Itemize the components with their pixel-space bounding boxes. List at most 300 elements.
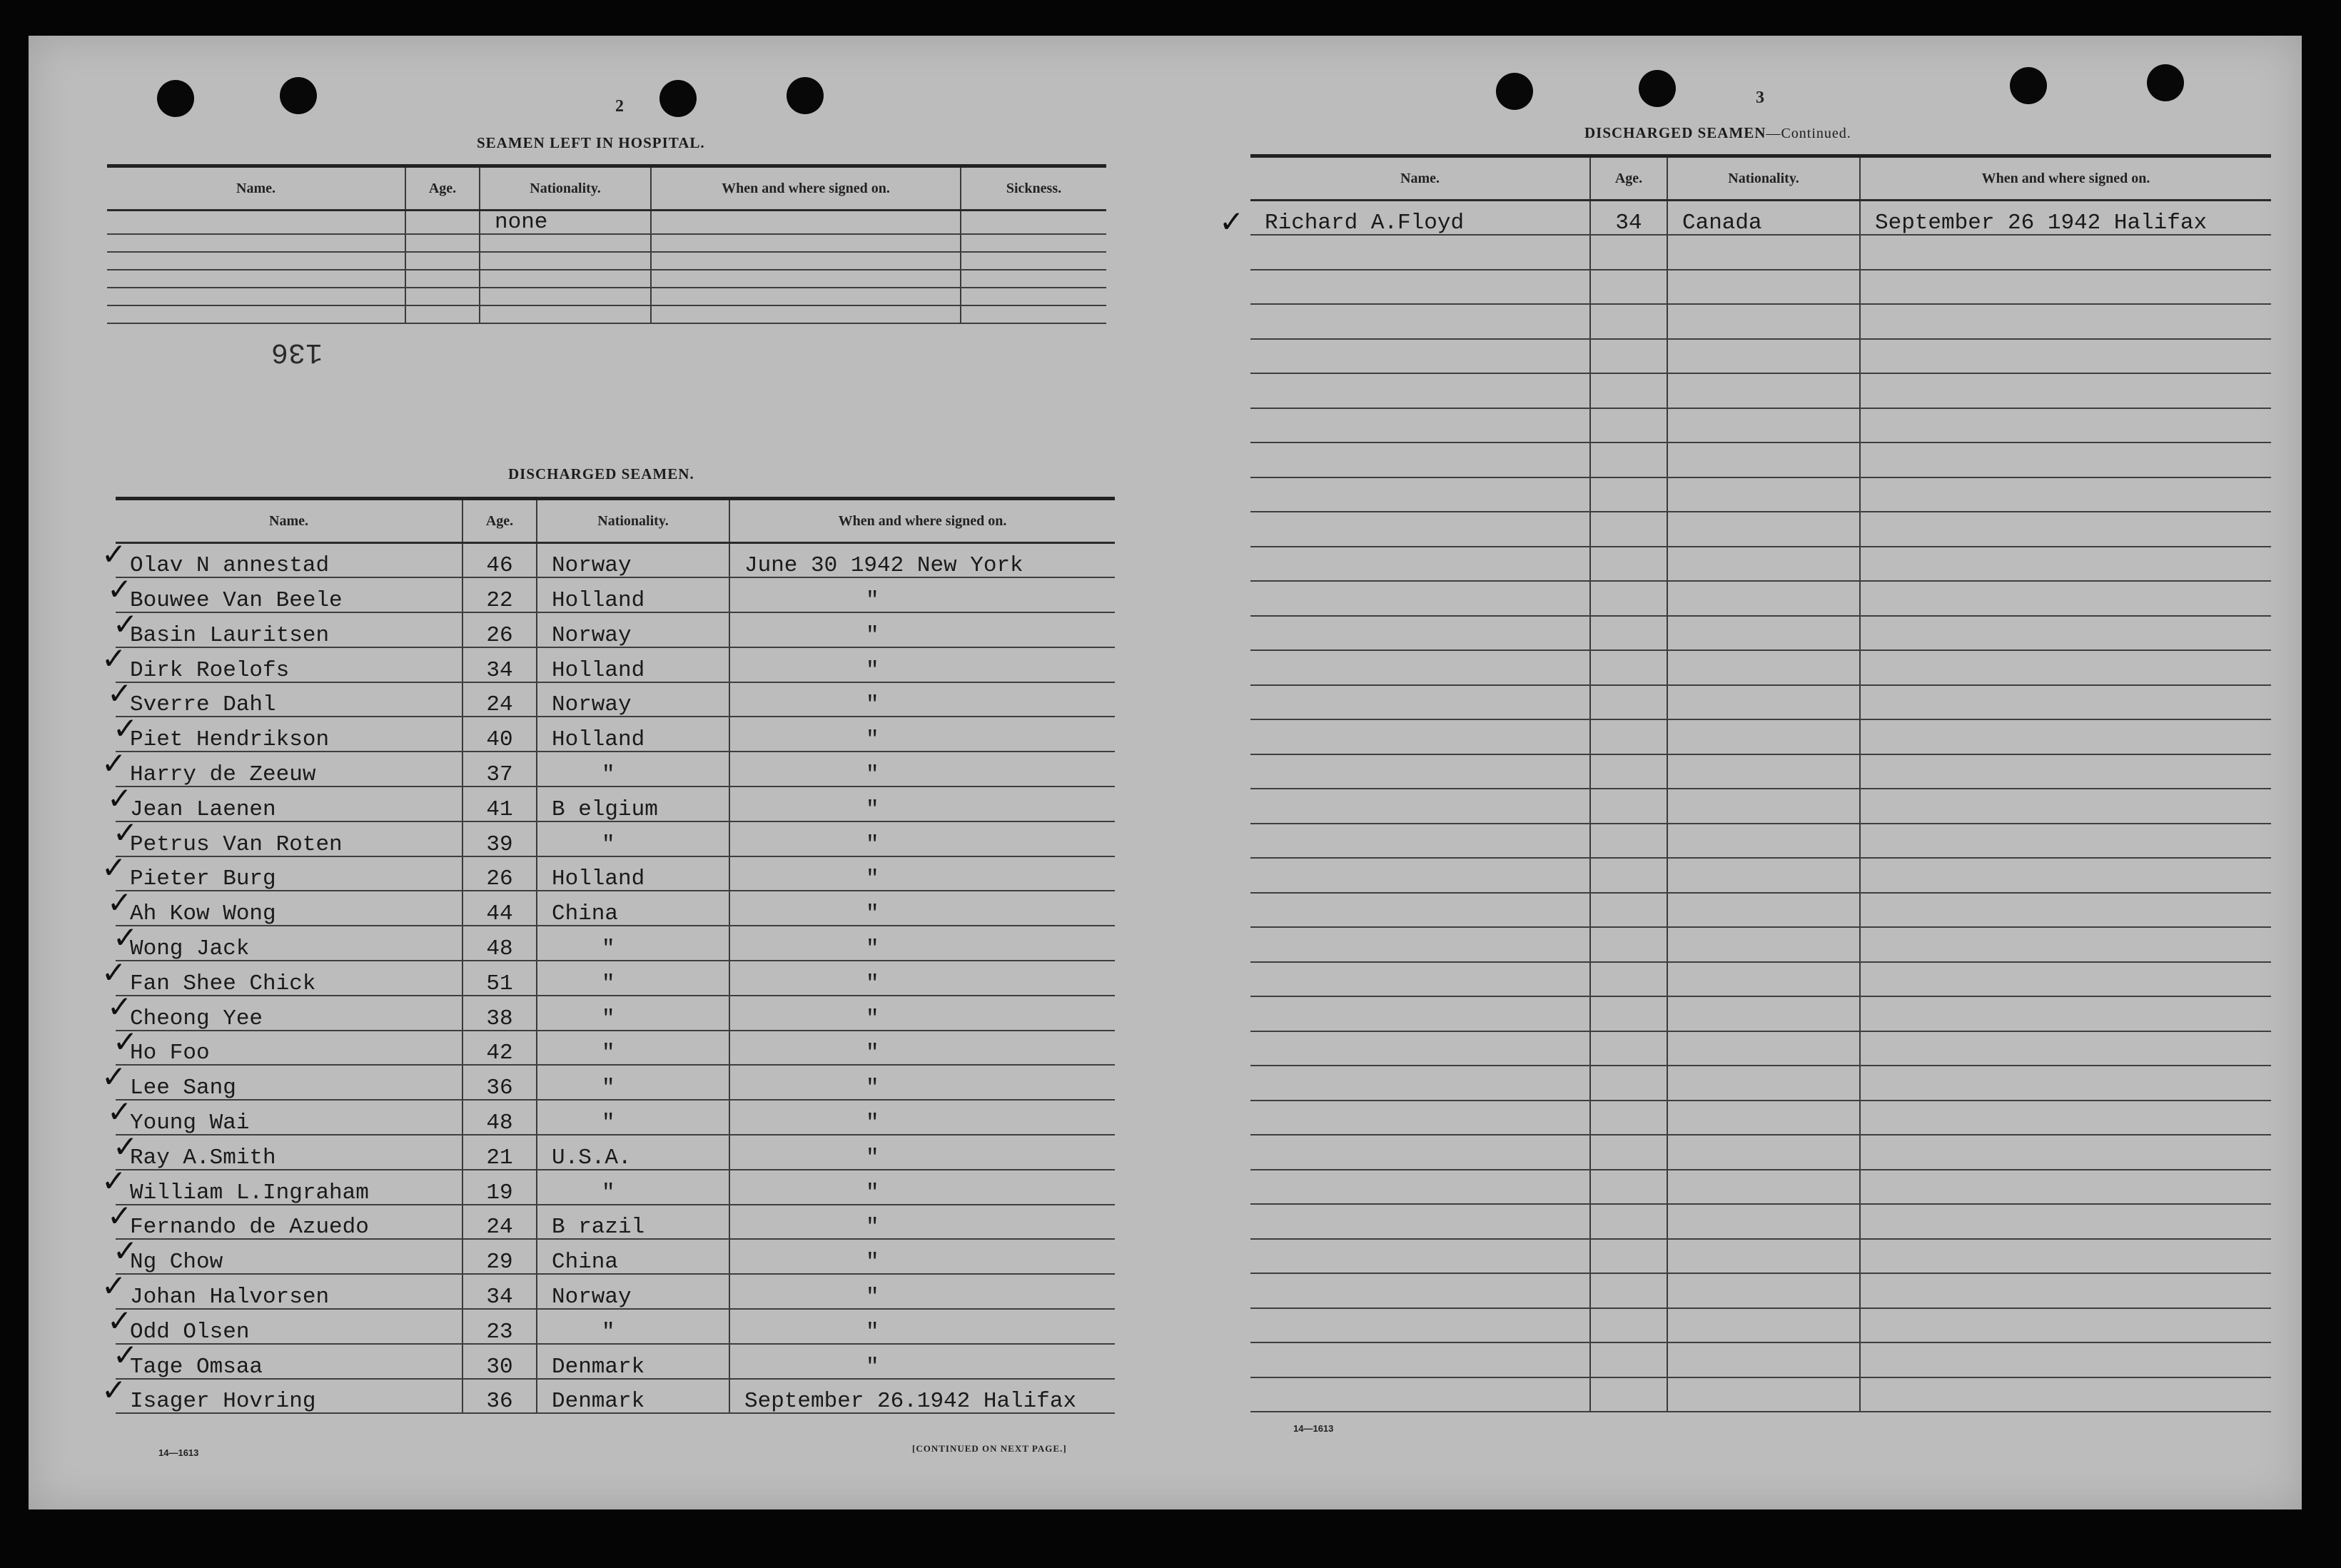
- cell-name: [1250, 1342, 1590, 1377]
- cell-age: 39: [462, 821, 537, 856]
- cell-age: 36: [462, 1379, 537, 1414]
- cell-nationality: Norway: [537, 682, 729, 717]
- cell-nationality: [1667, 824, 1860, 859]
- cell-sickness: [961, 211, 1106, 235]
- table-row: [116, 647, 1115, 682]
- cell-age: 34: [462, 647, 537, 682]
- cell-age: [1590, 996, 1667, 1031]
- cell-name: [1250, 1066, 1590, 1101]
- table-row: [1250, 1101, 2271, 1135]
- cell-signed-on: [1860, 824, 2271, 859]
- table-row: [116, 1309, 1115, 1344]
- cell-age: [1590, 650, 1667, 685]
- cell-nationality: China: [537, 891, 729, 926]
- check-mark-icon: ✓: [107, 1303, 133, 1338]
- cell-name: Johan Halvorsen: [116, 1274, 462, 1309]
- table-row: [1250, 304, 2271, 339]
- cell-signed-on: [1860, 373, 2271, 408]
- cell-signed-on: [1860, 754, 2271, 789]
- cell-name: Richard A.Floyd: [1250, 201, 1590, 236]
- cell-age: [1590, 616, 1667, 651]
- cell-age: 19: [462, 1170, 537, 1205]
- page-number-left: 2: [615, 97, 624, 116]
- table-row: [1250, 789, 2271, 824]
- cell-nationality: [1667, 1066, 1860, 1101]
- cell-age: 22: [462, 577, 537, 612]
- cell-nationality: [1667, 339, 1860, 374]
- table-row: [1250, 1204, 2271, 1239]
- column-header-nationality: Nationality.: [1667, 156, 1860, 201]
- cell-signed-on: ": [729, 856, 1115, 891]
- cell-name: Pieter Burg: [116, 856, 462, 891]
- cell-signed-on: [1860, 442, 2271, 477]
- table-row: [116, 717, 1115, 752]
- check-mark-icon: ✓: [101, 1372, 127, 1408]
- check-mark-icon: ✓: [113, 919, 138, 955]
- table-row: [116, 577, 1115, 612]
- punch-hole: [2010, 67, 2047, 104]
- cell-nationality: [480, 288, 651, 305]
- cell-signed-on: ": [729, 1065, 1115, 1100]
- cell-name: [107, 305, 405, 323]
- cell-age: [1590, 1308, 1667, 1343]
- punch-hole: [1639, 70, 1676, 107]
- cell-name: [1250, 477, 1590, 512]
- table-row: [107, 234, 1106, 252]
- table-row: [116, 891, 1115, 926]
- cell-name: [1250, 927, 1590, 962]
- cell-signed-on: [1860, 408, 2271, 443]
- column-header-name: Name.: [1250, 156, 1590, 201]
- check-mark-icon: ✓: [101, 641, 127, 677]
- cell-name: Ah Kow Wong: [116, 891, 462, 926]
- table-row: [116, 996, 1115, 1031]
- column-header-nationality: Nationality.: [480, 166, 651, 211]
- table-row: [116, 752, 1115, 786]
- cell-age: 48: [462, 926, 537, 961]
- hospital-table: [107, 164, 1106, 324]
- cell-age: 26: [462, 612, 537, 647]
- cell-signed-on: [651, 211, 961, 235]
- discharged-section-title: DISCHARGED SEAMEN.: [508, 465, 694, 482]
- table-row: [1250, 824, 2271, 859]
- table-row: [1250, 1273, 2271, 1308]
- cell-age: [1590, 547, 1667, 582]
- cell-signed-on: [1860, 1101, 2271, 1135]
- column-header-signed-on: When and where signed on.: [651, 166, 961, 211]
- cell-nationality: [1667, 408, 1860, 443]
- cell-nationality: Norway: [537, 612, 729, 647]
- table-row: [1250, 373, 2271, 408]
- cell-name: [1250, 1170, 1590, 1205]
- cell-signed-on: [1860, 1066, 2271, 1101]
- cell-name: Lee Sang: [116, 1065, 462, 1100]
- table-row: [1250, 547, 2271, 582]
- cell-nationality: B razil: [537, 1205, 729, 1240]
- table-row: [1250, 893, 2271, 928]
- cell-signed-on: ": [729, 682, 1115, 717]
- cell-age: [1590, 1101, 1667, 1135]
- table-row: [116, 1379, 1115, 1414]
- cell-nationality: ": [537, 752, 729, 786]
- table-row: [116, 961, 1115, 996]
- cell-signed-on: [1860, 1031, 2271, 1066]
- cell-signed-on: [1860, 616, 2271, 651]
- cell-age: 48: [462, 1100, 537, 1135]
- cell-age: [1590, 893, 1667, 928]
- cell-nationality: [1667, 1031, 1860, 1066]
- cell-nationality: [1667, 1308, 1860, 1343]
- cell-age: 24: [462, 1205, 537, 1240]
- cell-age: [1590, 235, 1667, 270]
- cell-age: [1590, 719, 1667, 754]
- cell-age: [1590, 477, 1667, 512]
- table-row: [1250, 996, 2271, 1031]
- cell-nationality: [1667, 1273, 1860, 1308]
- cell-signed-on: [1860, 927, 2271, 962]
- cell-signed-on: ": [729, 577, 1115, 612]
- cell-signed-on: ": [729, 996, 1115, 1031]
- cell-sickness: [961, 234, 1106, 252]
- cell-signed-on: [1860, 650, 2271, 685]
- cell-nationality: [1667, 858, 1860, 893]
- cell-nationality: Norway: [537, 1274, 729, 1309]
- check-mark-icon: ✓: [107, 989, 133, 1025]
- cell-signed-on: [1860, 1273, 2271, 1308]
- cell-name: Tage Omsaa: [116, 1344, 462, 1379]
- cell-age: [1590, 927, 1667, 962]
- cell-signed-on: ": [729, 926, 1115, 961]
- table-row: [1250, 235, 2271, 270]
- cell-name: [1250, 373, 1590, 408]
- cell-signed-on: ": [729, 786, 1115, 821]
- cell-age: [1590, 1342, 1667, 1377]
- cell-nationality: [1667, 927, 1860, 962]
- cell-name: Bouwee Van Beele: [116, 577, 462, 612]
- cell-signed-on: ": [729, 821, 1115, 856]
- cell-name: [1250, 1273, 1590, 1308]
- cell-age: 30: [462, 1344, 537, 1379]
- cell-nationality: [1667, 581, 1860, 616]
- page-number-right: 3: [1756, 88, 1764, 107]
- cell-age: [1590, 824, 1667, 859]
- check-mark-icon: ✓: [113, 606, 138, 642]
- cell-signed-on: [1860, 858, 2271, 893]
- check-mark-icon: ✓: [101, 745, 127, 781]
- cell-name: [1250, 719, 1590, 754]
- cell-name: [1250, 754, 1590, 789]
- cell-nationality: [1667, 1377, 1860, 1412]
- table-row: [1250, 1135, 2271, 1170]
- form-code-left: 14—1613: [158, 1447, 199, 1458]
- cell-name: [1250, 1308, 1590, 1343]
- cell-name: Isager Hovring: [116, 1379, 462, 1414]
- cell-nationality: [1667, 512, 1860, 547]
- cell-name: [1250, 616, 1590, 651]
- cell-age: [1590, 1377, 1667, 1412]
- stamp-number: 136: [271, 335, 323, 368]
- cell-signed-on: September 26 1942 Halifax: [1860, 201, 2271, 236]
- cell-age: [1590, 270, 1667, 305]
- discharged-header-row: [116, 499, 1115, 543]
- cell-signed-on: [1860, 512, 2271, 547]
- check-mark-icon: ✓: [113, 1024, 138, 1060]
- table-row: [1250, 201, 2271, 236]
- cell-age: 26: [462, 856, 537, 891]
- cell-age: [1590, 1031, 1667, 1066]
- cell-nationality: [1667, 477, 1860, 512]
- table-row: [1250, 858, 2271, 893]
- check-mark-icon: ✓: [107, 571, 133, 607]
- cell-nationality: [1667, 719, 1860, 754]
- table-row: [116, 543, 1115, 578]
- table-row: [1250, 754, 2271, 789]
- table-row: [1250, 685, 2271, 720]
- table-row: [116, 1344, 1115, 1379]
- cell-signed-on: [1860, 1170, 2271, 1205]
- punch-hole: [787, 77, 824, 114]
- cell-name: Young Wai: [116, 1100, 462, 1135]
- form-code-right: 14—1613: [1293, 1423, 1334, 1434]
- cell-signed-on: [1860, 996, 2271, 1031]
- cell-name: [1250, 1135, 1590, 1170]
- cell-nationality: [1667, 1170, 1860, 1205]
- cell-name: [1250, 304, 1590, 339]
- cell-age: 23: [462, 1309, 537, 1344]
- cell-signed-on: ": [729, 1170, 1115, 1205]
- cell-name: Basin Lauritsen: [116, 612, 462, 647]
- cell-signed-on: June 30 1942 New York: [729, 543, 1115, 578]
- cell-name: Petrus Van Roten: [116, 821, 462, 856]
- cell-age: [1590, 1135, 1667, 1170]
- table-row: [1250, 442, 2271, 477]
- cell-signed-on: [1860, 685, 2271, 720]
- cell-signed-on: ": [729, 1309, 1115, 1344]
- cell-nationality: [1667, 1239, 1860, 1274]
- check-mark-icon: ✓: [113, 1128, 138, 1164]
- table-row: [1250, 1031, 2271, 1066]
- right-section-title-main: DISCHARGED SEAMEN: [1584, 124, 1766, 141]
- cell-age: 36: [462, 1065, 537, 1100]
- table-row: [107, 288, 1106, 305]
- cell-age: 37: [462, 752, 537, 786]
- cell-nationality: ": [537, 996, 729, 1031]
- cell-name: Dirk Roelofs: [116, 647, 462, 682]
- cell-name: William L.Ingraham: [116, 1170, 462, 1205]
- cell-age: [1590, 1204, 1667, 1239]
- cell-name: [1250, 442, 1590, 477]
- cell-signed-on: [651, 252, 961, 270]
- table-row: [1250, 581, 2271, 616]
- cell-age: 40: [462, 717, 537, 752]
- cell-nationality: [1667, 1135, 1860, 1170]
- table-row: [107, 252, 1106, 270]
- cell-age: 29: [462, 1239, 537, 1274]
- cell-signed-on: [1860, 477, 2271, 512]
- cell-signed-on: September 26.1942 Halifax: [729, 1379, 1115, 1414]
- cell-signed-on: [1860, 235, 2271, 270]
- cell-nationality: Holland: [537, 577, 729, 612]
- cell-nationality: [480, 234, 651, 252]
- cell-nationality: ": [537, 961, 729, 996]
- table-row: [1250, 719, 2271, 754]
- cell-nationality: [480, 270, 651, 288]
- hospital-section-title: SEAMEN LEFT IN HOSPITAL.: [477, 134, 705, 151]
- table-row: [116, 1205, 1115, 1240]
- cell-signed-on: [651, 305, 961, 323]
- right-section-title: [1584, 124, 1851, 142]
- cell-nationality: [1667, 1204, 1860, 1239]
- cell-name: Odd Olsen: [116, 1309, 462, 1344]
- cell-signed-on: ": [729, 752, 1115, 786]
- cell-age: 21: [462, 1135, 537, 1170]
- cell-name: Ho Foo: [116, 1031, 462, 1066]
- cell-nationality: [1667, 1101, 1860, 1135]
- continued-note: [CONTINUED ON NEXT PAGE.]: [912, 1443, 1067, 1454]
- cell-signed-on: ": [729, 1274, 1115, 1309]
- cell-signed-on: ": [729, 1205, 1115, 1240]
- column-header-nationality: Nationality.: [537, 499, 729, 543]
- cell-signed-on: [1860, 962, 2271, 997]
- cell-age: [405, 234, 480, 252]
- cell-nationality: Denmark: [537, 1379, 729, 1414]
- cell-signed-on: ": [729, 891, 1115, 926]
- check-mark-icon: ✓: [101, 1059, 127, 1094]
- table-row: [1250, 650, 2271, 685]
- discharged-table: [116, 497, 1115, 1414]
- cell-name: Piet Hendrikson: [116, 717, 462, 752]
- cell-nationality: Holland: [537, 647, 729, 682]
- cell-name: Harry de Zeeuw: [116, 752, 462, 786]
- table-row: [116, 1100, 1115, 1135]
- check-mark-icon: ✓: [107, 1198, 133, 1234]
- cell-name: [1250, 685, 1590, 720]
- cell-nationality: [1667, 442, 1860, 477]
- cell-name: Fernando de Azuedo: [116, 1205, 462, 1240]
- table-row: [1250, 616, 2271, 651]
- cell-nationality: ": [537, 1170, 729, 1205]
- cell-name: [1250, 824, 1590, 859]
- cell-sickness: [961, 288, 1106, 305]
- table-row: [1250, 1066, 2271, 1101]
- cell-nationality: B elgium: [537, 786, 729, 821]
- table-row: [1250, 1308, 2271, 1343]
- hospital-header-row: [107, 166, 1106, 211]
- check-mark-icon: ✓: [113, 1337, 138, 1373]
- table-row: [1250, 1377, 2271, 1412]
- cell-name: Cheong Yee: [116, 996, 462, 1031]
- table-row: [116, 821, 1115, 856]
- cell-age: [1590, 962, 1667, 997]
- cell-nationality: [1667, 650, 1860, 685]
- right-discharged-table: [1250, 154, 2271, 1412]
- cell-name: [1250, 996, 1590, 1031]
- cell-age: [1590, 789, 1667, 824]
- cell-signed-on: ": [729, 1135, 1115, 1170]
- cell-age: [1590, 754, 1667, 789]
- cell-nationality: ": [537, 821, 729, 856]
- cell-nationality: U.S.A.: [537, 1135, 729, 1170]
- table-row: [116, 682, 1115, 717]
- cell-nationality: [1667, 547, 1860, 582]
- check-mark-icon: ✓: [101, 954, 127, 990]
- check-mark-icon: ✓: [107, 780, 133, 816]
- cell-nationality: [480, 305, 651, 323]
- cell-nationality: Holland: [537, 717, 729, 752]
- cell-name: [1250, 1101, 1590, 1135]
- cell-nationality: none: [480, 211, 651, 235]
- cell-signed-on: ": [729, 1344, 1115, 1379]
- check-mark-icon: ✓: [1219, 204, 1245, 239]
- cell-name: [1250, 1239, 1590, 1274]
- cell-age: [1590, 408, 1667, 443]
- cell-nationality: ": [537, 1100, 729, 1135]
- document-sheet: [29, 36, 2302, 1509]
- cell-age: 41: [462, 786, 537, 821]
- cell-signed-on: [1860, 719, 2271, 754]
- table-row: [116, 1239, 1115, 1274]
- cell-age: [405, 270, 480, 288]
- check-mark-icon: ✓: [101, 850, 127, 886]
- table-row: [107, 270, 1106, 288]
- table-row: [1250, 270, 2271, 305]
- cell-nationality: [1667, 1342, 1860, 1377]
- table-row: [116, 612, 1115, 647]
- cell-name: Olav N annestad: [116, 543, 462, 578]
- table-row: [116, 856, 1115, 891]
- cell-age: 34: [1590, 201, 1667, 236]
- cell-age: 42: [462, 1031, 537, 1066]
- cell-signed-on: [1860, 581, 2271, 616]
- cell-nationality: ": [537, 1065, 729, 1100]
- check-mark-icon: ✓: [107, 1093, 133, 1129]
- cell-name: [1250, 789, 1590, 824]
- cell-age: 38: [462, 996, 537, 1031]
- table-row: [1250, 927, 2271, 962]
- table-row: [116, 1170, 1115, 1205]
- cell-nationality: ": [537, 926, 729, 961]
- table-row: [116, 1065, 1115, 1100]
- column-header-age: Age.: [405, 166, 480, 211]
- cell-name: Ray A.Smith: [116, 1135, 462, 1170]
- table-row: [116, 1031, 1115, 1066]
- cell-name: [1250, 581, 1590, 616]
- cell-sickness: [961, 252, 1106, 270]
- cell-signed-on: [1860, 339, 2271, 374]
- cell-age: 24: [462, 682, 537, 717]
- cell-name: [1250, 858, 1590, 893]
- cell-age: [1590, 373, 1667, 408]
- table-row: [116, 786, 1115, 821]
- cell-age: [1590, 1170, 1667, 1205]
- cell-signed-on: [651, 234, 961, 252]
- cell-name: [1250, 962, 1590, 997]
- cell-nationality: [1667, 996, 1860, 1031]
- check-mark-icon: ✓: [101, 1268, 127, 1303]
- cell-signed-on: [1860, 304, 2271, 339]
- cell-name: Fan Shee Chick: [116, 961, 462, 996]
- cell-sickness: [961, 305, 1106, 323]
- cell-name: [107, 252, 405, 270]
- cell-nationality: [1667, 893, 1860, 928]
- cell-signed-on: [651, 288, 961, 305]
- table-row: [1250, 477, 2271, 512]
- punch-hole: [1496, 73, 1533, 110]
- cell-name: [1250, 1377, 1590, 1412]
- check-mark-icon: ✓: [113, 815, 138, 851]
- table-row: [1250, 408, 2271, 443]
- cell-name: [1250, 512, 1590, 547]
